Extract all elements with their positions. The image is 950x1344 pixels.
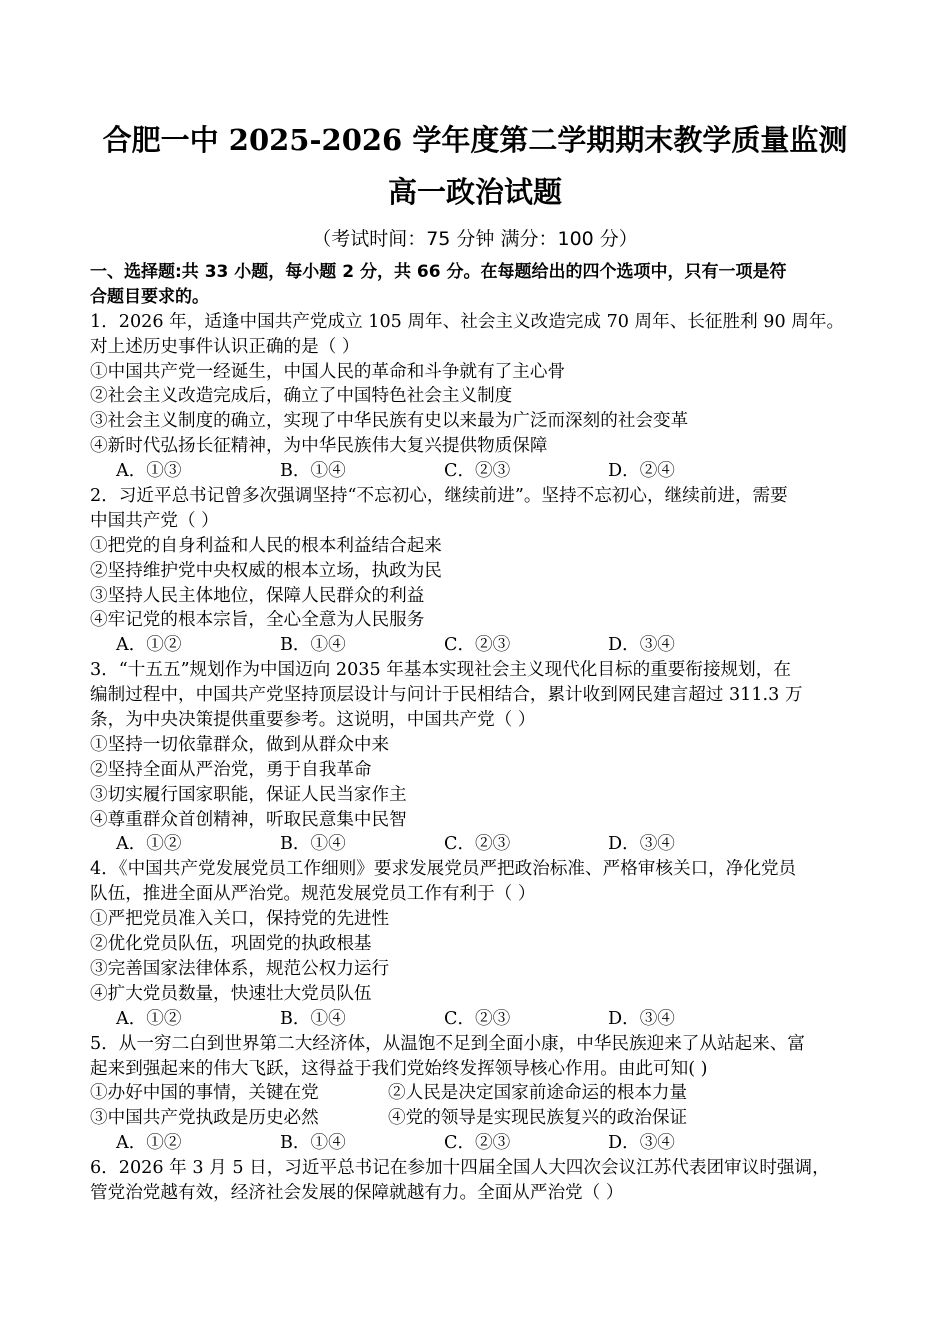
option-d: D．③④ [608, 834, 675, 855]
option-c: C．②③ [444, 635, 511, 656]
q3-item: ④尊重群众首创精神，听取民意集中民智 [90, 809, 407, 830]
exam-title: 合肥一中 2025-2026 学年度第二学期期末教学质量监测 [102, 123, 848, 157]
q3-options [90, 832, 870, 857]
q2-item: ④牢记党的根本宗旨，全心全意为人民服务 [90, 610, 425, 631]
option-c: C．②③ [444, 1133, 511, 1154]
option-a: A．①② [116, 834, 182, 855]
option-d: D．③④ [608, 635, 675, 656]
q1-item: ②社会主义改造完成后，确立了中国特色社会主义制度 [90, 386, 513, 407]
option-b: B．①④ [280, 635, 346, 656]
option-a: A．①② [116, 1133, 182, 1154]
q5-items-row [90, 1081, 870, 1106]
q2-stem-cont: 中国共产党（ ） [90, 510, 219, 531]
section-instruction-cont: 合题目要求的。 [90, 286, 209, 307]
option-c: C．②③ [444, 834, 511, 855]
section-instruction: 一、选择题:共 33 小题，每小题 2 分，共 66 分。在每题给出的四个选项中，只有一项是符 [90, 262, 787, 282]
q4-item: ②优化党员队伍，巩固党的执政根基 [90, 934, 372, 955]
q5-options [90, 1131, 870, 1156]
q3-stem-cont: 条，为中央决策提供重要参考。这说明，中国共产党（ ） [90, 710, 536, 731]
q3-stem: 3．“十五五”规划作为中国迈向 2035 年基本实现社会主义现代化目标的重要衔接规划，在 [90, 660, 791, 681]
exam-info: （考试时间：75 分钟 满分：100 分） [312, 228, 638, 250]
q5-item: ③中国共产党执政是历史必然 [90, 1108, 319, 1129]
q6-stem-cont: 管党治党越有效，经济社会发展的保障就越有力。全面从严治党（ ） [90, 1182, 624, 1203]
exam-body [90, 260, 870, 1206]
option-d: D．②④ [608, 461, 675, 482]
q2-options [90, 633, 870, 658]
option-d: D．③④ [608, 1008, 675, 1029]
option-d: D．③④ [608, 1133, 675, 1154]
q3-item: ②坚持全面从严治党，勇于自我革命 [90, 759, 372, 780]
q4-stem-cont: 队伍，推进全面从严治党。规范发展党员工作有利于（ ） [90, 884, 536, 905]
option-b: B．①④ [280, 461, 346, 482]
option-a: A．①② [116, 635, 182, 656]
q5-stem-cont: 起来到强起来的伟大飞跃，这得益于我们党始终发挥领导核心作用。由此可知( ) [90, 1058, 708, 1079]
q1-item: ④新时代弘扬长征精神，为中华民族伟大复兴提供物质保障 [90, 436, 548, 457]
q1-item: ③社会主义制度的确立，实现了中华民族有史以来最为广泛而深刻的社会变革 [90, 411, 689, 432]
q3-stem-cont: 编制过程中，中国共产党坚持顶层设计与问计于民相结合，累计收到网民建言超过 311.3 万 [90, 685, 803, 706]
option-b: B．①④ [280, 1133, 346, 1154]
option-c: C．②③ [444, 1008, 511, 1029]
q5-items-row [90, 1106, 870, 1131]
q4-item: ④扩大党员数量，快速壮大党员队伍 [90, 983, 372, 1004]
q2-item: ①把党的自身利益和人民的根本利益结合起来 [90, 535, 442, 556]
q4-stem: 4．《中国共产党发展党员工作细则》要求发展党员严把政治标准、严格审核关口，净化党员 [90, 859, 797, 880]
q2-item: ②坚持维护党中央权威的根本立场，执政为民 [90, 560, 442, 581]
q3-item: ③切实履行国家职能，保证人民当家作主 [90, 784, 407, 805]
option-a: A．①② [116, 1008, 182, 1029]
q5-item: ②人民是决定国家前途命运的根本力量 [388, 1083, 688, 1104]
q5-item: ①办好中国的事情，关键在党 [90, 1083, 319, 1104]
q2-item: ③坚持人民主体地位，保障人民群众的利益 [90, 585, 425, 606]
q6-stem: 6．2026 年 3 月 5 日，习近平总书记在参加十四届全国人大四次会议江苏代表团审议时强调， [90, 1158, 830, 1179]
q5-item: ④党的领导是实现民族复兴的政治保证 [388, 1108, 688, 1129]
q4-item: ③完善国家法律体系，规范公权力运行 [90, 958, 390, 979]
q1-stem: 1．2026 年，适逢中国共产党成立 105 周年、社会主义改造完成 70 周年、长征胜利 90 周年。 [90, 311, 845, 332]
option-c: C．②③ [444, 461, 511, 482]
q5-stem: 5．从一穷二白到世界第二大经济体，从温饱不足到全面小康，中华民族迎来了从站起来、富 [90, 1033, 805, 1054]
q1-options [90, 459, 870, 484]
q4-item: ①严把党员准入关口，保持党的先进性 [90, 909, 390, 930]
exam-subject-title: 高一政治试题 [387, 175, 562, 209]
q3-item: ①坚持一切依靠群众，做到从群众中来 [90, 734, 390, 755]
option-a: A．①③ [116, 461, 182, 482]
q2-stem: 2．习近平总书记曾多次强调坚持“不忘初心，继续前进”。坚持不忘初心，继续前进，需要 [90, 486, 788, 507]
q4-options [90, 1007, 870, 1032]
q1-stem-cont: 对上述历史事件认识正确的是（ ） [90, 336, 360, 357]
q1-item: ①中国共产党一经诞生，中国人民的革命和斗争就有了主心骨 [90, 361, 566, 382]
option-b: B．①④ [280, 1008, 346, 1029]
option-b: B．①④ [280, 834, 346, 855]
